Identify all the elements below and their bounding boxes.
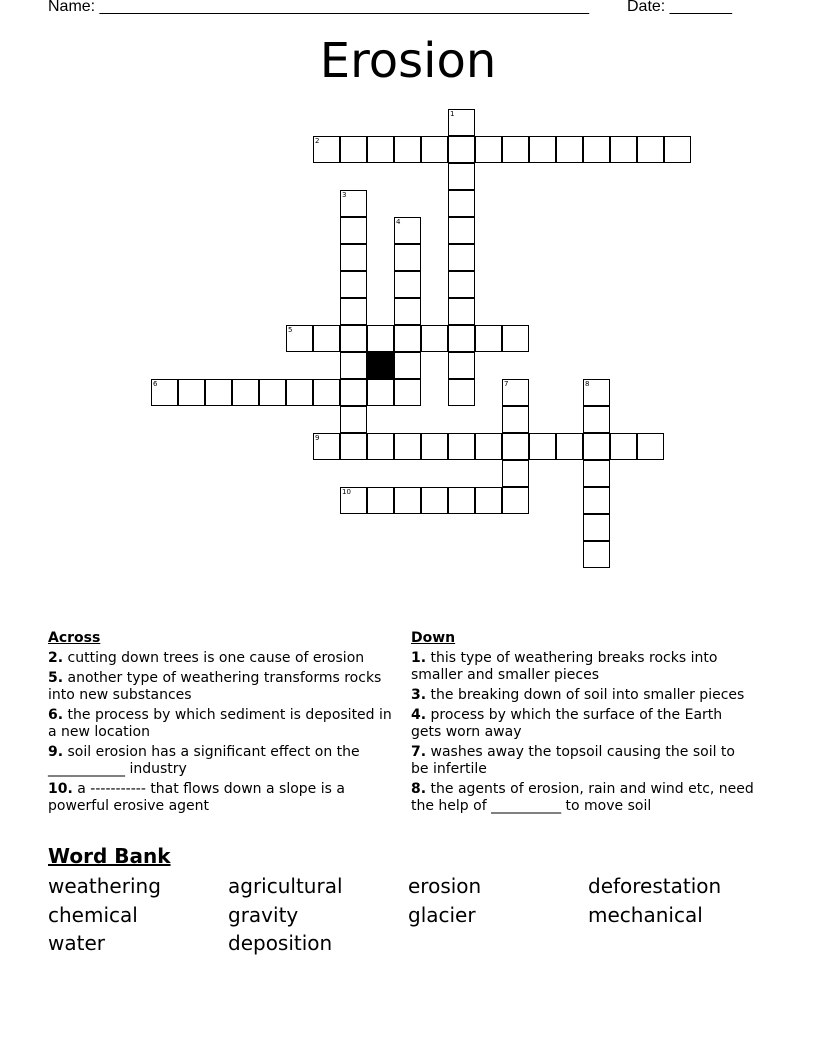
down-clues [411, 630, 756, 818]
crossword-cell[interactable] [502, 136, 529, 163]
clue-text: soil erosion has a significant effect on the ___________ industry [48, 744, 360, 777]
clue-number: 9. [48, 744, 64, 760]
clue-down-1 [411, 650, 756, 684]
clue-number-label: 2 [315, 137, 320, 145]
clue-number: 8. [411, 781, 427, 797]
page-title: Erosion [319, 33, 497, 89]
crossword-cell[interactable] [340, 352, 367, 379]
date-field-label: Date: _______ [627, 0, 732, 15]
crossword-cell[interactable] [313, 379, 340, 406]
word-bank-word: gravity [228, 903, 299, 927]
crossword-cell[interactable] [583, 406, 610, 433]
crossword-cell[interactable] [394, 487, 421, 514]
crossword-cell[interactable] [394, 271, 421, 298]
clue-number: 4. [411, 707, 427, 723]
name-field-label: Name: _______________________________________________________ [48, 0, 589, 15]
clue-number: 2. [48, 650, 64, 666]
crossword-cell[interactable] [394, 136, 421, 163]
crossword-cell[interactable] [421, 136, 448, 163]
crossword-cell[interactable] [529, 433, 556, 460]
word-bank-word: weathering [48, 874, 161, 898]
across-heading: Across [48, 630, 101, 646]
clue-number: 3. [411, 687, 427, 703]
clue-across-6 [48, 707, 393, 741]
clue-number-label: 7 [504, 380, 509, 388]
crossword-cell[interactable] [205, 379, 232, 406]
clue-number: 5. [48, 670, 64, 686]
clue-number-label: 10 [342, 488, 351, 496]
crossword-cell[interactable] [448, 352, 475, 379]
word-bank-word: deposition [228, 931, 333, 955]
clue-text: another type of weathering transforms rocks into new substances [48, 670, 382, 703]
crossword-cell[interactable] [394, 298, 421, 325]
clue-text: the agents of erosion, rain and wind etc, need the help of __________ to move soil [411, 781, 754, 814]
crossword-cell[interactable] [394, 244, 421, 271]
crossword-cell[interactable] [448, 379, 475, 406]
clue-down-7 [411, 744, 756, 778]
crossword-cell[interactable] [637, 136, 664, 163]
crossword-cell[interactable] [394, 379, 421, 406]
crossword-cell[interactable] [421, 325, 448, 352]
crossword-cell[interactable] [367, 487, 394, 514]
crossword-cell[interactable] [367, 325, 394, 352]
clue-text: the breaking down of soil into smaller pieces [430, 687, 745, 703]
crossword-cell[interactable] [556, 136, 583, 163]
crossword-cell[interactable] [340, 379, 367, 406]
crossword-cell[interactable] [556, 433, 583, 460]
crossword-cell[interactable] [367, 433, 394, 460]
clue-number-label: 6 [153, 380, 158, 388]
clue-down-8 [411, 781, 756, 815]
crossword-cell[interactable] [502, 325, 529, 352]
crossword-cell[interactable] [340, 298, 367, 325]
clue-text: washes away the topsoil causing the soil to be infertile [411, 744, 735, 777]
crossword-cell[interactable] [448, 190, 475, 217]
word-bank-word: deforestation [588, 874, 722, 898]
crossword-cell[interactable] [583, 136, 610, 163]
crossword-cell[interactable] [502, 406, 529, 433]
crossword-cell[interactable] [340, 406, 367, 433]
crossword-cell[interactable] [178, 379, 205, 406]
clue-text: process by which the surface of the Earth gets worn away [411, 707, 723, 740]
crossword-cell[interactable] [340, 217, 367, 244]
crossword-cell[interactable] [367, 136, 394, 163]
word-bank-word: glacier [408, 903, 476, 927]
crossword-cell[interactable] [583, 541, 610, 568]
clue-number-label: 1 [450, 110, 455, 118]
crossword-cell[interactable] [394, 433, 421, 460]
crossword-cell[interactable] [448, 271, 475, 298]
crossword-cell[interactable] [448, 487, 475, 514]
clue-number-label: 5 [288, 326, 293, 334]
word-bank-word: agricultural [228, 874, 343, 898]
crossword-cell[interactable] [448, 244, 475, 271]
crossword-cell[interactable] [394, 352, 421, 379]
crossword-cell[interactable] [475, 325, 502, 352]
clue-across-5 [48, 670, 393, 704]
crossword-cell[interactable] [340, 244, 367, 271]
crossword-cell[interactable] [340, 433, 367, 460]
clue-across-2 [48, 650, 393, 667]
clue-across-10 [48, 781, 393, 815]
clue-down-4 [411, 707, 756, 741]
word-bank-word: water [48, 931, 105, 955]
clue-text: this type of weathering breaks rocks into smaller and smaller pieces [411, 650, 718, 683]
crossword-cell[interactable] [448, 298, 475, 325]
clue-number-label: 4 [396, 218, 401, 226]
crossword-cell[interactable] [367, 379, 394, 406]
crossword-cell[interactable] [583, 433, 610, 460]
crossword-cell[interactable] [394, 325, 421, 352]
crossword-cell[interactable] [421, 487, 448, 514]
clue-number-label: 9 [315, 434, 320, 442]
across-clues [48, 630, 393, 818]
clue-number: 7. [411, 744, 427, 760]
crossword-cell[interactable] [340, 136, 367, 163]
crossword-cell[interactable] [637, 433, 664, 460]
clue-text: the process by which sediment is deposited in a new location [48, 707, 392, 740]
down-heading: Down [411, 630, 456, 646]
crossword-cell[interactable] [610, 136, 637, 163]
crossword-cell[interactable] [664, 136, 691, 163]
clue-text: a ----------- that flows down a slope is a powerful erosive agent [48, 781, 345, 814]
crossword-cell[interactable] [583, 460, 610, 487]
word-bank-word: erosion [408, 874, 482, 898]
crossword-cell[interactable] [475, 433, 502, 460]
word-bank-word: mechanical [588, 903, 703, 927]
clue-number: 10. [48, 781, 73, 797]
word-bank-heading: Word Bank [48, 844, 171, 868]
crossword-cell[interactable] [313, 325, 340, 352]
crossword-cell[interactable] [502, 433, 529, 460]
crossword-cell[interactable] [610, 433, 637, 460]
crossword-black-cell [367, 352, 394, 379]
crossword-cell[interactable] [448, 433, 475, 460]
crossword-cell[interactable] [583, 487, 610, 514]
clue-number: 1. [411, 650, 427, 666]
crossword-cell[interactable] [583, 514, 610, 541]
crossword-cell[interactable] [448, 163, 475, 190]
clue-across-9 [48, 744, 393, 778]
clue-number-label: 8 [585, 380, 590, 388]
crossword-cell[interactable] [448, 217, 475, 244]
crossword-cell[interactable] [502, 487, 529, 514]
clue-number: 6. [48, 707, 64, 723]
clue-down-3 [411, 687, 756, 704]
crossword-cell[interactable] [448, 325, 475, 352]
word-bank-word: chemical [48, 903, 138, 927]
crossword-cell[interactable] [448, 136, 475, 163]
crossword-cell[interactable] [475, 487, 502, 514]
crossword-cell[interactable] [286, 379, 313, 406]
crossword-cell[interactable] [259, 379, 286, 406]
clue-text: cutting down trees is one cause of erosion [67, 650, 365, 666]
crossword-cell[interactable] [340, 271, 367, 298]
crossword-cell[interactable] [232, 379, 259, 406]
crossword-cell[interactable] [529, 136, 556, 163]
crossword-cell[interactable] [475, 136, 502, 163]
clue-number-label: 3 [342, 191, 347, 199]
crossword-cell[interactable] [502, 460, 529, 487]
crossword-cell[interactable] [340, 325, 367, 352]
crossword-cell[interactable] [421, 433, 448, 460]
